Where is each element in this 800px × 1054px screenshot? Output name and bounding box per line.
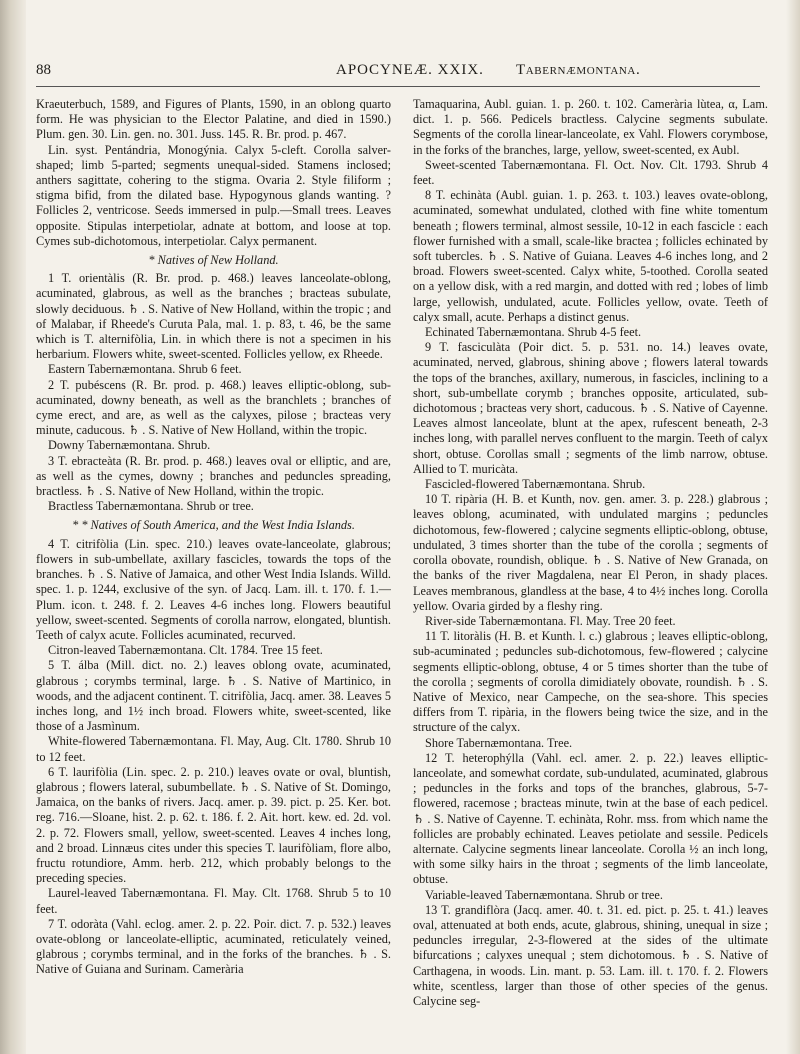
section-heading: * Natives of New Holland.: [148, 253, 279, 268]
page-edge: [786, 0, 800, 1054]
right-column: [413, 97, 768, 1047]
text-paragraph: 4 T. citrifòlia (Lin. spec. 210.) leaves ovate-lanceolate, glabrous; flowers in sub-umbellate, axillary fascicles, towards the tops of the branches. ♄ . S. Native of Jamaica, and other West India Islands. Willd. spec. 1. p. 1244, exclusive of the syn. of Jacq. Lam. ill. t. 170. f. 1.—Plum. icon. t. 248. f. 2. Leaves 4-6 inches long. Flowers beautiful yellow, sweet-scented. Segments of corolla narrow, elongated, bluntish. Teeth of calyx acute. Follicles acuminated, recurved.: [36, 536, 391, 642]
left-column: [36, 97, 391, 1047]
text-paragraph: 6 T. laurifòlia (Lin. spec. 2. p. 210.) leaves ovate or oval, bluntish, glabrous ; flowers lateral, subumbellate. ♄ . S. Native of St. Domingo, Jamaica, on the banks of rivers. Jacq. amer. p. 39. pict. p. 25. Ker. bot. reg. 716.—Sloane, hist. 2. p. 62. t. 186. f. 2. Ait. hort. kew. ed. 2d. vol. 2. p. 72. Flowers small, yellow, sweet-scented. Leaves 4 inches long, and 2 broad. Linnæus cites under this species T. laurifòliam, flore albo, fructu rotundiore, Amm. herb. 212, which probably belongs to the preceding species.: [36, 764, 391, 886]
text-paragraph: Lin. syst. Pentándria, Monogýnia. Calyx 5-cleft. Corolla salver-shaped; limb 5-parted; segments unequal-sided. Stamens inclosed; anthers sagittate, cohering to the stigma. Ovaria 2. Style filiform ; stigma bifid, from the dilated base. Hypogynous glands wanting. ? Follicles 2, ventricose. Seeds immersed in pulp.—Small trees. Leaves opposite. Stipulas interpetiolar, adnate at bottom, and loose at top. Cymes sub-dichotomous, interpetiolar. Calyx permanent.: [36, 142, 391, 248]
family-title: APOCYNEÆ. XXIX.: [336, 62, 484, 78]
text-paragraph: Eastern Tabernæmontana. Shrub 6 feet.: [48, 362, 242, 377]
text-paragraph: River-side Tabernæmontana. Fl. May. Tree 20 feet.: [425, 613, 676, 628]
text-paragraph: 9 T. fasciculàta (Poir dict. 5. p. 531. no. 14.) leaves ovate, acuminated, nerved, glabrous, shining above ; flowers lateral towards the tops of the branches, axillary, numerous, in fascicles, inclining to a short, sub-umbellate corymb ; branches opposite, articulated, sub-dichotomous ; bracteas very short, caducous. ♄ . S. Native of Cayenne. Leaves almost lanceolate, blunt at the apex, rufescent beneath, 2-3 inches long, with parallel nerves confluent to the margin. Teeth of calyx short, obtuse. Corollas small ; segments of the limb narrow, obtuse. Allied to T. muricàta.: [413, 340, 768, 476]
text-paragraph: 7 T. odoràta (Vahl. eclog. amer. 2. p. 22. Poir. dict. 7. p. 532.) leaves ovate-oblong or lanceolate-elliptic, acuminated, reticulately veined, glabrous ; corymbs terminal, and in the forks of the branches. ♄ . S. Native of Guiana and Surinam. Camerària: [36, 916, 391, 977]
text-paragraph: 11 T. litoràlis (H. B. et Kunth. l. c.) glabrous ; leaves elliptic-oblong, sub-acuminated ; peduncles sub-dichotomous, few-flowered ; calycine segments elliptic-oblong, obtuse, 4 or 5 times shorter than the tube of the corolla ; segments of corolla dimidiately obovate, roundish. ♄ . S. Native of Mexico, near Campeche, on the sea-shore. This species differs from T. ripària, in the flowers being twice the size, and in the structure of the calyx.: [413, 629, 768, 735]
text-paragraph: Downy Tabernæmontana. Shrub.: [48, 438, 211, 453]
section-heading: * * Natives of South America, and the West India Islands.: [72, 518, 355, 533]
text-paragraph: 5 T. álba (Mill. dict. no. 2.) leaves oblong ovate, acuminated, glabrous ; corymbs terminal, large. ♄ . S. Native of Martinico, in woods, and the adjacent continent. T. citrifòlia, Jacq. amer. 38. Leaves 5 inches long, and 1½ inch broad. Flowers white, sweet-scented, like those of a Jasmìnum.: [36, 658, 391, 734]
text-paragraph: Echinated Tabernæmontana. Shrub 4-5 feet.: [425, 325, 642, 340]
text-paragraph: Bractless Tabernæmontana. Shrub or tree.: [48, 499, 254, 514]
text-paragraph: Sweet-scented Tabernæmontana. Fl. Oct. Nov. Clt. 1793. Shrub 4 feet.: [413, 157, 768, 188]
text-paragraph: Laurel-leaved Tabernæmontana. Fl. May. Clt. 1768. Shrub 5 to 10 feet.: [36, 886, 391, 916]
text-paragraph: 8 T. echinàta (Aubl. guian. 1. p. 263. t. 103.) leaves ovate-oblong, acuminated, somewhat undulated, clothed with fine white tomentum beneath ; flowers terminal, almost sessile, 10-12 in each fascicle : each flower furnished with a small, scale-like bractea ; follicles echinated by soft tubercles. ♄ . S. Native of Guiana. Leaves 4-6 inches long, and 2 broad. Flowers sweet-scented. Calyx white, 5-toothed. Corolla seated on a yellow disk, with a red margin, and dotted with red ; lobes of limb large, yellowish, undulated, acute. Follicles yellow, ovate. Teeth of calyx small, acute. Perhaps a distinct genus.: [413, 188, 768, 324]
text-paragraph: Citron-leaved Tabernæmontana. Clt. 1784. Tree 15 feet.: [48, 643, 323, 658]
text-paragraph: Kraeuterbuch, 1589, and Figures of Plants, 1590, in an oblong quarto form. He was physician to the Elector Palatine, and died in 1590.) Plum. gen. 30. Lin. gen. no. 301. Juss. 145. R. Br. prod. p. 467.: [36, 97, 391, 142]
genus-title: Tabernæmontana.: [516, 62, 641, 78]
running-head: [36, 62, 760, 86]
text-paragraph: 1 T. orientàlis (R. Br. prod. p. 468.) leaves lanceolate-oblong, acuminated, glabrous, as well as the branches ; bracteas subulate, slowly deciduous. ♄ . S. Native of New Holland, within the tropic ; and of Malabar, if Rheede's Curuta Pala, mal. 1. p. 83, t. 46, be the same which is T. alternifòlia, Lin. in which there is not a specimen in his herbarium. Flowers white, sweet-scented. Follicles yellow, ex Rheede.: [36, 271, 391, 362]
text-paragraph: Fascicled-flowered Tabernæmontana. Shrub.: [425, 477, 646, 492]
page-number: 88: [36, 62, 51, 78]
text-paragraph: 2 T. pubéscens (R. Br. prod. p. 468.) leaves elliptic-oblong, sub-acuminated, downy beneath, as well as the branchlets ; branches of cyme erect, and are, as well as the calyxes, pilose ; bracteas very minute, caducous. ♄ . S. Native of New Holland, within the tropic.: [36, 377, 391, 438]
header-rule: [36, 86, 760, 87]
text-paragraph: Variable-leaved Tabernæmontana. Shrub or tree.: [425, 887, 663, 902]
text-paragraph: 10 T. ripària (H. B. et Kunth, nov. gen. amer. 3. p. 228.) glabrous ; leaves oblong, acuminated, with undulated margins ; peduncles dichotomous, few-flowered ; calycine segments elliptic-oblong, obtuse, undulated, 3 times shorter than the tube of the corolla ; segments of corolla obovate, roundish, oblique. ♄ . S. Native of New Granada, on the banks of the river Magdalena, near El Peron, in shady places. Leaves membranous, glandless at the base, 4 to 4½ inches long. Corolla yellow. Ovaria girded by a fleshy ring.: [413, 492, 768, 613]
text-paragraph: White-flowered Tabernæmontana. Fl. May, Aug. Clt. 1780. Shrub 10 to 12 feet.: [36, 734, 391, 764]
text-paragraph: 12 T. heterophýlla (Vahl. ecl. amer. 2. p. 22.) leaves elliptic-lanceolate, and somewhat cordate, sub-undulated, acuminated, glabrous ; peduncles in the forks and tops of the branches, glabrous, 5-7-flowered, racemose ; bracteas minute, twin at the base of each pedicel. ♄ . S. Native of Cayenne. T. echinàta, Rohr. mss. from which name the follicles are probably echinated. Leaves petiolate and sessile. Pedicels alternate. Calycine segments linear lanceolate. Corolla ½ an inch long, with some silky hairs in the throat ; segments of the limb lanceolate, obtuse.: [413, 750, 768, 887]
text-paragraph: Tamaquarina, Aubl. guian. 1. p. 260. t. 102. Camerària lùtea, α, Lam. dict. 1. p. 566. Pedicels bractless. Calycine segments subulate. Segments of the corolla linear-lanceolate, ex Vahl. Flowers corymbose, in the forks of the branches, large, yellow, sweet-scented, ex Aubl.: [413, 97, 768, 157]
page-gutter-shadow: [0, 0, 26, 1054]
text-paragraph: 3 T. ebracteàta (R. Br. prod. p. 468.) leaves oval or elliptic, and are, as well as the cymes, downy ; branches and peduncles spreading, bractless. ♄ . S. Native of New Holland, within the tropic.: [36, 453, 391, 499]
text-paragraph: Shore Tabernæmontana. Tree.: [425, 735, 573, 750]
text-paragraph: 13 T. grandiflòra (Jacq. amer. 40. t. 31. ed. pict. p. 25. t. 41.) leaves oval, attenuated at both ends, acute, glabrous, shining, unequal in size ; peduncles irregular, 2-3-flowered at the sides of the ultimate bifurcations ; calyxes unequal ; stem dichotomous. ♄ . S. Native of Carthagena, in woods. Lin. mant. p. 53. Lam. ill. t. 170. f. 2. Flowers white, scentless, larger than those of other species of the genus. Calycine seg-: [413, 902, 768, 1008]
